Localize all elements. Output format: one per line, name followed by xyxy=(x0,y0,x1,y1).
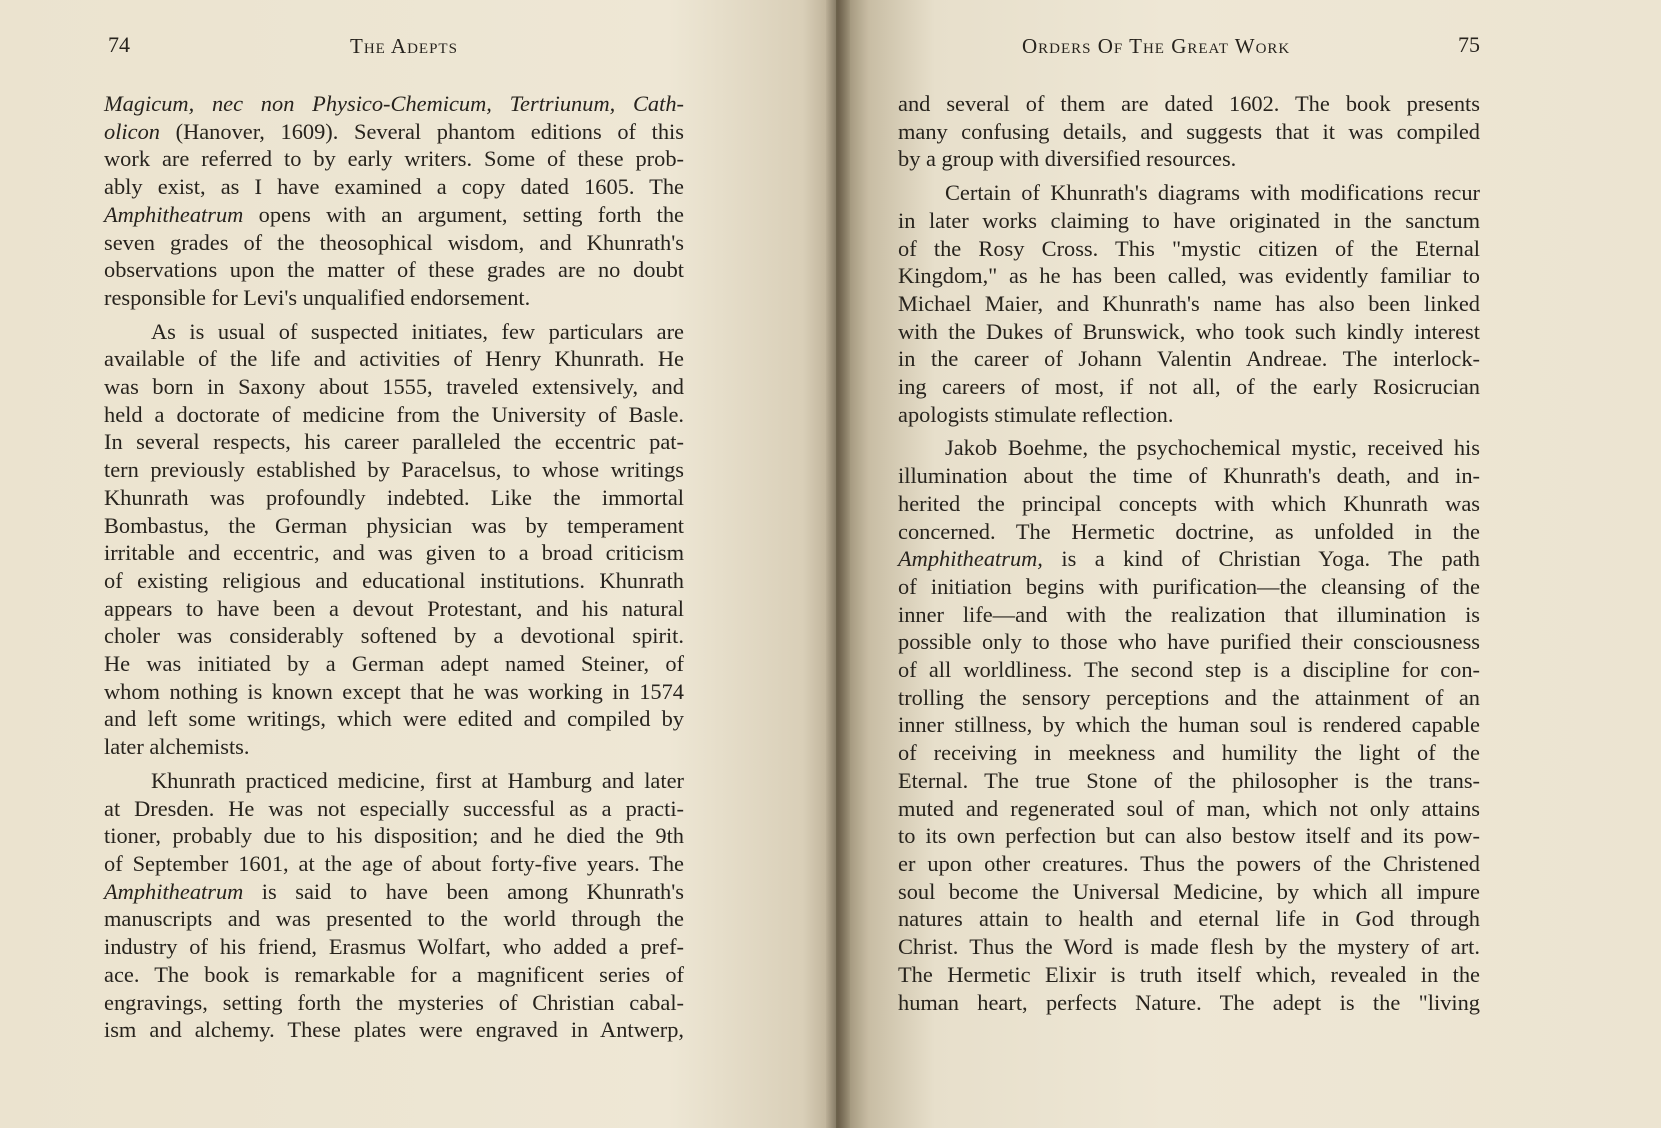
text-line xyxy=(898,401,1480,429)
page-number: 75 xyxy=(1458,32,1480,57)
page-number: 74 xyxy=(108,32,130,57)
text-segment: Michael Maier, and Khunrath's name has also been linked xyxy=(898,290,1480,316)
text-line xyxy=(898,795,1480,823)
text-line xyxy=(104,318,684,346)
text-segment: er upon other creatures. Thus the powers of the Christened xyxy=(898,850,1480,876)
text-line xyxy=(898,145,1480,173)
text-line xyxy=(104,428,684,456)
text-line xyxy=(104,539,684,567)
text-segment: He was initiated by a German adept named Steiner, of xyxy=(104,651,684,677)
text-segment: by a group with diversified resources. xyxy=(898,146,1237,172)
text-segment: seven grades of the theosophical wisdom, and Khunrath's xyxy=(104,229,684,255)
book-gutter xyxy=(826,0,850,1128)
text-line xyxy=(898,961,1480,989)
italic-title: Magicum, nec non Physico-Chemicum, Tertriunum, Cath- xyxy=(104,91,684,116)
text-line xyxy=(898,90,1480,118)
text-line xyxy=(898,318,1480,346)
text-segment: in later works claiming to have originated in the sanctum xyxy=(898,207,1480,233)
text-segment: trolling the sensory perceptions and the attainment of an xyxy=(898,684,1480,710)
text-segment: natures attain to health and eternal life in God through xyxy=(898,906,1480,932)
text-line xyxy=(104,650,684,678)
text-segment: later alchemists. xyxy=(104,734,250,760)
text-line xyxy=(898,628,1480,656)
text-segment: Eternal. The true Stone of the philosopher is the trans- xyxy=(898,767,1480,793)
text-segment: of receiving in meekness and humility the light of the xyxy=(898,740,1480,766)
text-segment: of initiation begins with purification—the cleansing of the xyxy=(898,573,1480,599)
body-text xyxy=(898,90,1480,1016)
running-head: Orders Of The Great Work xyxy=(1022,34,1291,58)
text-line xyxy=(104,456,684,484)
text-line xyxy=(104,567,684,595)
text-segment: human heart, perfects Nature. The adept is the "living xyxy=(898,989,1480,1015)
text-line xyxy=(104,678,684,706)
text-line xyxy=(898,545,1480,573)
text-line xyxy=(898,235,1480,263)
text-segment: The Hermetic Elixir is truth itself which, revealed in the xyxy=(898,961,1480,987)
text-line xyxy=(104,401,684,429)
text-segment: of September 1601, at the age of about forty-five years. The xyxy=(104,850,684,876)
text-segment: ace. The book is remarkable for a magnificent series of xyxy=(104,961,684,987)
text-segment: tioner, probably due to his disposition; and he died the 9th xyxy=(104,823,684,849)
text-line xyxy=(104,705,684,733)
text-line xyxy=(104,512,684,540)
text-segment: Khunrath was profoundly indebted. Like the immortal xyxy=(104,484,684,510)
text-segment: ism and alchemy. These plates were engraved in Antwerp, xyxy=(104,1017,684,1043)
text-segment: held a doctorate of medicine from the University of Basle. xyxy=(104,401,684,427)
text-line xyxy=(898,933,1480,961)
body-text xyxy=(104,90,684,1044)
text-segment: muted and regenerated soul of man, which not only attains xyxy=(898,795,1480,821)
text-line xyxy=(104,484,684,512)
text-line xyxy=(898,262,1480,290)
text-line xyxy=(104,90,684,118)
text-segment: As is usual of suspected initiates, few particulars are xyxy=(151,318,684,344)
text-segment: inner stillness, by which the human soul is rendered capable xyxy=(898,712,1480,738)
text-line xyxy=(898,739,1480,767)
text-segment: choler was considerably softened by a devotional spirit. xyxy=(104,623,684,649)
text-segment: work are referred to by early writers. Some of these prob- xyxy=(104,146,684,172)
right-page xyxy=(836,0,1661,1128)
text-line xyxy=(104,850,684,878)
text-segment: Kingdom," as he has been called, was evidently familiar to xyxy=(898,263,1480,289)
text-line xyxy=(898,684,1480,712)
text-line xyxy=(104,256,684,284)
text-segment: possible only to those who have purified their consciousness xyxy=(898,629,1480,655)
text-segment: was born in Saxony about 1555, traveled extensively, and xyxy=(104,374,684,400)
text-line xyxy=(898,989,1480,1017)
text-line xyxy=(104,961,684,989)
text-segment: In several respects, his career paralleled the eccentric pat- xyxy=(104,429,684,455)
text-segment: Bombastus, the German physician was by temperament xyxy=(104,512,684,538)
text-segment: industry of his friend, Erasmus Wolfart, who added a pref- xyxy=(104,934,684,960)
text-line xyxy=(898,118,1480,146)
text-segment: engravings, setting forth the mysteries of Christian cabal- xyxy=(104,989,684,1015)
text-segment: (Hanover, 1609). Several phantom editions of this xyxy=(159,118,684,144)
text-segment: responsible for Levi's unqualified endorsement. xyxy=(104,284,531,310)
running-head: The Adepts xyxy=(350,34,458,58)
text-line xyxy=(898,905,1480,933)
text-line xyxy=(898,822,1480,850)
text-line xyxy=(104,822,684,850)
text-line xyxy=(898,878,1480,906)
text-segment: Certain of Khunrath's diagrams with modifications recur xyxy=(945,180,1480,206)
text-segment: manuscripts and was presented to the world through the xyxy=(104,906,684,932)
text-line xyxy=(104,1016,684,1044)
text-line xyxy=(898,573,1480,601)
text-segment: observations upon the matter of these grades are no doubt xyxy=(104,257,684,283)
text-segment: of all worldliness. The second step is a discipline for con- xyxy=(898,657,1480,683)
text-line xyxy=(898,462,1480,490)
text-segment: to its own perfection but can also bestow itself and its pow- xyxy=(898,823,1480,849)
text-segment: is said to have been among Khunrath's xyxy=(243,878,684,904)
text-line xyxy=(104,989,684,1017)
text-segment: apologists stimulate reflection. xyxy=(898,401,1174,427)
text-line xyxy=(104,878,684,906)
text-line xyxy=(104,229,684,257)
text-segment: irritable and eccentric, and was given to a broad criticism xyxy=(104,540,684,566)
text-segment: Christ. Thus the Word is made flesh by the mystery of art. xyxy=(898,934,1480,960)
text-segment: at Dresden. He was not especially successful as a practi- xyxy=(104,795,684,821)
text-line xyxy=(898,345,1480,373)
text-line xyxy=(898,850,1480,878)
text-line xyxy=(104,201,684,229)
text-segment: and several of them are dated 1602. The book presents xyxy=(898,91,1480,116)
text-segment: with the Dukes of Brunswick, who took such kindly interest xyxy=(898,318,1480,344)
italic-title: Amphitheatrum, xyxy=(898,546,1043,572)
text-line xyxy=(898,767,1480,795)
text-segment: inner life—and with the realization that illumination is xyxy=(898,601,1480,627)
text-line xyxy=(104,733,684,761)
text-segment: ing careers of most, if not all, of the early Rosicrucian xyxy=(898,374,1480,400)
text-segment: illumination about the time of Khunrath's death, and in- xyxy=(898,463,1480,489)
text-line xyxy=(104,345,684,373)
text-line xyxy=(898,490,1480,518)
text-segment: appears to have been a devout Protestant, and his natural xyxy=(104,595,684,621)
text-segment: Khunrath practiced medicine, first at Hamburg and later xyxy=(151,767,684,793)
text-line xyxy=(104,933,684,961)
text-line xyxy=(898,656,1480,684)
text-line xyxy=(104,173,684,201)
text-segment: available of the life and activities of Henry Khunrath. He xyxy=(104,346,684,372)
text-segment: in the career of Johann Valentin Andreae. The interlock- xyxy=(898,346,1480,372)
text-line xyxy=(898,601,1480,629)
text-line xyxy=(898,290,1480,318)
text-line xyxy=(898,434,1480,462)
italic-title: Amphitheatrum xyxy=(104,201,244,227)
text-line xyxy=(104,284,684,312)
text-line xyxy=(104,595,684,623)
text-segment: tern previously established by Paracelsus, to whose writings xyxy=(104,457,684,483)
text-segment: herited the principal concepts with which Khunrath was xyxy=(898,490,1480,516)
text-line xyxy=(898,179,1480,207)
text-segment: ably exist, as I have examined a copy dated 1605. The xyxy=(104,174,684,200)
text-line xyxy=(104,145,684,173)
text-line xyxy=(898,518,1480,546)
italic-title: olicon xyxy=(104,118,160,144)
text-segment: is a kind of Christian Yoga. The path xyxy=(1042,546,1480,572)
text-segment: and left some writings, which were edited and compiled by xyxy=(104,706,684,732)
text-line xyxy=(104,795,684,823)
text-segment: of existing religious and educational institutions. Khunrath xyxy=(104,567,684,593)
text-segment: of the Rosy Cross. This "mystic citizen of the Eternal xyxy=(898,235,1480,261)
text-segment: whom nothing is known except that he was working in 1574 xyxy=(104,678,684,704)
text-line xyxy=(898,373,1480,401)
text-segment: many confusing details, and suggests that it was compiled xyxy=(898,118,1480,144)
text-line xyxy=(898,207,1480,235)
text-line xyxy=(104,905,684,933)
text-segment: soul become the Universal Medicine, by which all impure xyxy=(898,878,1480,904)
text-line xyxy=(898,711,1480,739)
text-line xyxy=(104,767,684,795)
text-line xyxy=(104,373,684,401)
italic-title: Amphitheatrum xyxy=(104,878,244,904)
text-segment: concerned. The Hermetic doctrine, as unfolded in the xyxy=(898,518,1480,544)
text-segment: Jakob Boehme, the psychochemical mystic, received his xyxy=(945,435,1480,461)
text-line xyxy=(104,622,684,650)
text-segment: opens with an argument, setting forth the xyxy=(243,201,684,227)
text-line xyxy=(104,118,684,146)
